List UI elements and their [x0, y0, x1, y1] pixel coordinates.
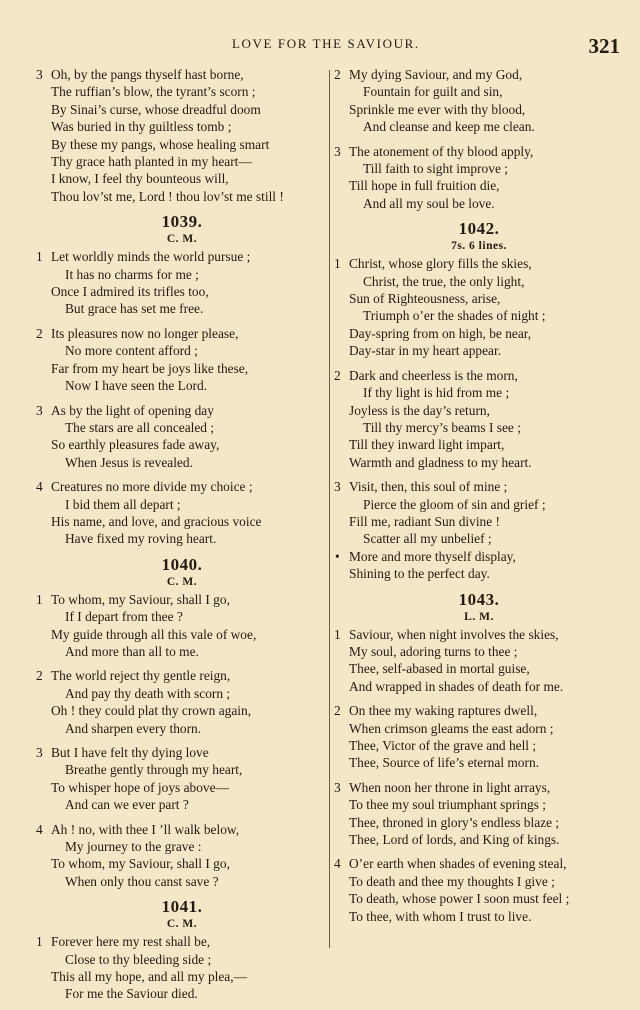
verse-line — [334, 273, 624, 290]
verse-line — [334, 643, 624, 660]
verse-text: For me the Saviour died. — [65, 986, 198, 1002]
page-number: 321 — [588, 34, 620, 58]
verse-text: Oh ! they could plat thy crown again, — [51, 703, 252, 719]
verse-text: Joyless is the day’s return, — [349, 402, 490, 418]
verse-text: Now I have seen the Lord. — [65, 378, 208, 394]
verse-line — [36, 744, 328, 761]
verse-line — [36, 951, 328, 968]
verse-line — [36, 702, 328, 719]
stanza — [36, 325, 328, 395]
stanza-number: 2 — [36, 325, 43, 341]
column-divider — [329, 70, 330, 948]
verse-line — [36, 454, 328, 471]
stanza-number: 4 — [36, 479, 43, 495]
verse-line — [36, 402, 328, 419]
verse-text: To whisper hope of joys above— — [51, 779, 229, 795]
verse-line — [334, 702, 624, 719]
verse-text: I know, I feel thy bounteous will, — [51, 171, 229, 187]
verse-text: My guide through all this vale of woe, — [51, 626, 257, 642]
verse-line — [36, 66, 328, 83]
verse-text: This all my hope, and all my plea,— — [51, 969, 247, 985]
hymn-meter: L. M. — [464, 610, 494, 623]
verse-line — [334, 402, 624, 419]
verse-text: When Jesus is revealed. — [65, 454, 193, 470]
stanza — [36, 744, 328, 814]
verse-line — [334, 325, 624, 342]
stanza-number: 4 — [334, 856, 341, 872]
verse-line — [36, 360, 328, 377]
verse-text: Creatures no more divide my choice ; — [51, 479, 253, 495]
verse-text: And pay thy death with scorn ; — [65, 685, 231, 701]
verse-text: On thee my waking raptures dwell, — [349, 703, 538, 719]
verse-text: And wrapped in shades of death for me. — [349, 678, 564, 694]
verse-text: To whom, my Saviour, shall I go, — [51, 856, 230, 872]
stanza-number: 3 — [36, 402, 43, 418]
verse-line — [334, 118, 624, 135]
hymn — [36, 212, 328, 548]
verse-text: To death and thee my thoughts I give ; — [349, 873, 555, 889]
verse-text: Breathe gently through my heart, — [65, 762, 243, 778]
hymn-number: 1043. — [458, 589, 500, 609]
verse-line — [36, 83, 328, 100]
running-title: LOVE FOR THE SAVIOUR. — [232, 36, 420, 51]
verse-line — [334, 754, 624, 771]
stanza — [334, 367, 624, 471]
verse-text: O’er earth when shades of evening steal, — [349, 856, 567, 872]
verse-text: Its pleasures now no longer please, — [51, 325, 239, 341]
verse-line — [334, 177, 624, 194]
verse-line — [334, 143, 624, 160]
stanza — [334, 855, 624, 925]
verse-line — [334, 66, 624, 83]
verse-line — [36, 248, 328, 265]
verse-line — [334, 873, 624, 890]
stanza-number: 2 — [334, 67, 341, 82]
stanza-number: 3 — [334, 779, 341, 795]
verse-text: And all my soul be love. — [363, 195, 495, 211]
hymn-number: 1040. — [161, 554, 203, 574]
verse-line — [36, 170, 328, 187]
verse-line — [334, 890, 624, 907]
verse-line — [36, 513, 328, 530]
verse-line — [36, 283, 328, 300]
verse-line — [334, 831, 624, 848]
stanza — [36, 591, 328, 661]
verse-text: My dying Saviour, and my God, — [349, 67, 523, 82]
verse-text: But I have felt thy dying love — [51, 745, 209, 760]
hymn — [36, 897, 328, 1003]
verse-line — [334, 720, 624, 737]
page-header — [0, 34, 640, 58]
verse-text: Triumph o’er the shades of night ; — [363, 308, 546, 324]
verse-text: By Sinai’s curse, whose dreadful doom — [51, 101, 261, 117]
verse-text: The atonement of thy blood apply, — [349, 143, 534, 159]
hymn-meter: 7s. 6 lines. — [451, 240, 507, 253]
hymn-number: 1039. — [161, 212, 203, 232]
verse-text: My soul, adoring turns to thee ; — [349, 643, 518, 659]
stanza-number: 1 — [36, 934, 43, 950]
verse-line — [334, 195, 624, 212]
stanza-number: 2 — [334, 703, 341, 719]
verse-line — [334, 419, 624, 436]
verse-text: Once I admired its trifles too, — [51, 284, 209, 300]
verse-line — [334, 478, 624, 495]
verse-text: Fountain for guilt and sin, — [363, 84, 503, 100]
verse-text: Day-star in my heart appear. — [349, 343, 502, 359]
verse-line — [36, 591, 328, 608]
verse-line — [334, 290, 624, 307]
verse-line — [36, 685, 328, 702]
verse-line — [334, 660, 624, 677]
verse-text: But grace has set me free. — [65, 301, 204, 317]
verse-text: Sun of Righteousness, arise, — [349, 291, 501, 307]
verse-text: By these my pangs, whose healing smart — [51, 136, 270, 152]
verse-line — [36, 478, 328, 495]
stanza-number: 2 — [36, 668, 43, 684]
verse-line — [36, 667, 328, 684]
verse-text: Thee, Lord of lords, and King of kings. — [349, 832, 560, 848]
stanza-number: 2 — [334, 367, 341, 383]
hymn — [36, 555, 328, 891]
verse-line — [36, 342, 328, 359]
verse-line — [36, 530, 328, 547]
verse-line — [334, 160, 624, 177]
verse-text: His name, and love, and gracious voice — [51, 513, 262, 529]
verse-line — [334, 814, 624, 831]
stanza-number: 3 — [334, 479, 341, 495]
verse-text: And more than all to me. — [65, 643, 199, 659]
hymn-number: 1042. — [458, 219, 500, 239]
verse-text: Till hope in full fruition die, — [349, 178, 500, 194]
verse-line — [36, 300, 328, 317]
stanza — [36, 402, 328, 472]
verse-line — [36, 496, 328, 513]
verse-text: When only thou canst save ? — [65, 873, 219, 889]
stanza — [334, 478, 624, 582]
verse-text: Let worldly minds the world pursue ; — [51, 249, 251, 265]
verse-line — [36, 720, 328, 737]
verse-line — [36, 153, 328, 170]
verse-text: And sharpen every thorn. — [65, 720, 202, 736]
verse-line — [36, 136, 328, 153]
verse-line — [334, 454, 624, 471]
hymn — [334, 66, 624, 212]
verse-line — [334, 779, 624, 796]
stanza-number: 1 — [334, 626, 341, 642]
verse-text: Thee, Victor of the grave and hell ; — [349, 738, 537, 753]
stanza — [334, 702, 624, 772]
verse-text: To death, whose power I soon must feel ; — [349, 891, 570, 907]
verse-line — [36, 436, 328, 453]
verse-text: If I depart from thee ? — [65, 609, 183, 625]
bullet-mark: • — [335, 548, 340, 564]
verse-line — [36, 761, 328, 778]
verse-text: Dark and cheerless is the morn, — [349, 367, 518, 383]
verse-text: Visit, then, this soul of mine ; — [349, 479, 508, 495]
verse-text: Scatter all my unbelief ; — [363, 531, 492, 547]
verse-text: Thy grace hath planted in my heart— — [51, 154, 252, 170]
stanza-number: 1 — [334, 256, 341, 272]
right-column — [334, 66, 624, 932]
hymn — [334, 219, 624, 582]
verse-line — [334, 101, 624, 118]
stanza-number: 1 — [36, 591, 43, 607]
stanza-number: 3 — [36, 745, 43, 760]
verse-text: And can we ever part ? — [65, 797, 189, 813]
verse-text: Shining to the perfect day. — [349, 566, 490, 582]
left-column — [36, 66, 328, 1010]
verse-line — [334, 342, 624, 359]
verse-text: If thy light is hid from me ; — [363, 385, 510, 401]
verse-line — [334, 737, 624, 754]
stanza — [36, 821, 328, 891]
stanza — [334, 255, 624, 359]
verse-line — [334, 855, 624, 872]
verse-line — [334, 307, 624, 324]
verse-text: Fill me, radiant Sun divine ! — [349, 513, 500, 529]
stanza — [334, 779, 624, 849]
verse-text: Oh, by the pangs thyself hast borne, — [51, 67, 244, 82]
verse-line — [334, 436, 624, 453]
verse-text: Till faith to sight improve ; — [363, 161, 508, 177]
verse-line — [36, 266, 328, 283]
stanza-number: 4 — [36, 821, 43, 837]
verse-line — [36, 608, 328, 625]
verse-text: Thee, throned in glory’s endless blaze ; — [349, 814, 560, 830]
hymn-meter: C. M. — [166, 918, 198, 931]
verse-line — [334, 796, 624, 813]
verse-text: To thee my soul triumphant springs ; — [349, 797, 546, 813]
stanza — [334, 626, 624, 696]
stanza-number: 3 — [36, 67, 43, 82]
stanza — [36, 478, 328, 548]
verse-line — [36, 873, 328, 890]
verse-text: Till thy mercy’s beams I see ; — [363, 419, 521, 435]
verse-text: The ruffian’s blow, the tyrant’s scorn ; — [51, 84, 256, 100]
verse-text: Warmth and gladness to my heart. — [349, 454, 532, 470]
verse-line — [36, 855, 328, 872]
verse-text: So earthly pleasures fade away, — [51, 437, 220, 453]
stanza — [36, 66, 328, 205]
verse-text: Forever here my rest shall be, — [51, 934, 211, 950]
stanza — [36, 248, 328, 318]
verse-line — [36, 377, 328, 394]
verse-line — [334, 626, 624, 643]
verse-line — [36, 325, 328, 342]
stanza — [334, 143, 624, 213]
verse-text: Ah ! no, with thee I ’ll walk below, — [51, 821, 240, 837]
verse-line — [334, 565, 624, 582]
verse-text: When crimson gleams the east adorn ; — [349, 720, 554, 736]
verse-line — [36, 821, 328, 838]
verse-text: No more content afford ; — [65, 343, 198, 359]
verse-text: Christ, whose glory fills the skies, — [349, 256, 532, 272]
verse-line — [36, 118, 328, 135]
verse-text: When noon her throne in light arrays, — [349, 779, 551, 795]
verse-text: To thee, with whom I trust to live. — [349, 908, 532, 924]
verse-line — [36, 643, 328, 660]
verse-text: And cleanse and keep me clean. — [363, 119, 535, 135]
verse-text: It has no charms for me ; — [65, 266, 199, 282]
verse-text: Sprinkle me ever with thy blood, — [349, 101, 526, 117]
verse-text: The world reject thy gentle reign, — [51, 668, 231, 684]
verse-text: My journey to the grave : — [65, 839, 202, 855]
verse-text: I bid them all depart ; — [65, 496, 181, 512]
hymn-number: 1041. — [161, 897, 203, 917]
verse-text: Till they inward light impart, — [349, 437, 505, 453]
verse-text: Christ, the true, the only light, — [363, 273, 525, 289]
verse-line — [36, 779, 328, 796]
verse-line — [36, 626, 328, 643]
stanza — [36, 933, 328, 1003]
verse-text: Saviour, when night involves the skies, — [349, 626, 559, 642]
verse-line — [334, 513, 624, 530]
verse-line — [36, 933, 328, 950]
verse-line — [334, 255, 624, 272]
verse-line — [36, 419, 328, 436]
verse-line — [334, 908, 624, 925]
verse-text: Was buried in thy guiltless tomb ; — [51, 119, 232, 135]
verse-line — [36, 101, 328, 118]
verse-text: Thou lov’st me, Lord ! thou lov’st me still ! — [51, 188, 284, 204]
verse-text: Have fixed my roving heart. — [65, 531, 217, 547]
verse-text: Pierce the gloom of sin and grief ; — [363, 496, 546, 512]
hymn-meter: C. M. — [166, 233, 198, 246]
verse-line — [334, 530, 624, 547]
verse-line — [334, 367, 624, 384]
stanza-number: 3 — [334, 143, 341, 159]
hymn-meter: C. M. — [166, 575, 198, 588]
verse-line — [334, 384, 624, 401]
verse-line — [36, 968, 328, 985]
verse-text: Thee, Source of life’s eternal morn. — [349, 755, 539, 771]
verse-line — [36, 188, 328, 205]
verse-line — [334, 83, 624, 100]
stanza — [36, 667, 328, 737]
verse-text: The stars are all concealed ; — [65, 419, 215, 435]
verse-line — [36, 796, 328, 813]
verse-line — [36, 838, 328, 855]
stanza — [334, 66, 624, 136]
verse-text: Close to thy bleeding side ; — [65, 951, 212, 967]
verse-line — [36, 985, 328, 1002]
hymn — [36, 66, 328, 205]
verse-line — [334, 496, 624, 513]
verse-line — [334, 678, 624, 695]
hymn — [334, 590, 624, 926]
stanza-number: 1 — [36, 249, 43, 265]
verse-line — [334, 548, 624, 565]
verse-text: Thee, self-abased in mortal guise, — [349, 661, 530, 677]
verse-text: Far from my heart be joys like these, — [51, 360, 249, 376]
verse-text: More and more thyself display, — [349, 548, 516, 564]
verse-text: To whom, my Saviour, shall I go, — [51, 591, 230, 607]
verse-text: As by the light of opening day — [51, 402, 214, 418]
verse-text: Day-spring from on high, be near, — [349, 325, 532, 341]
